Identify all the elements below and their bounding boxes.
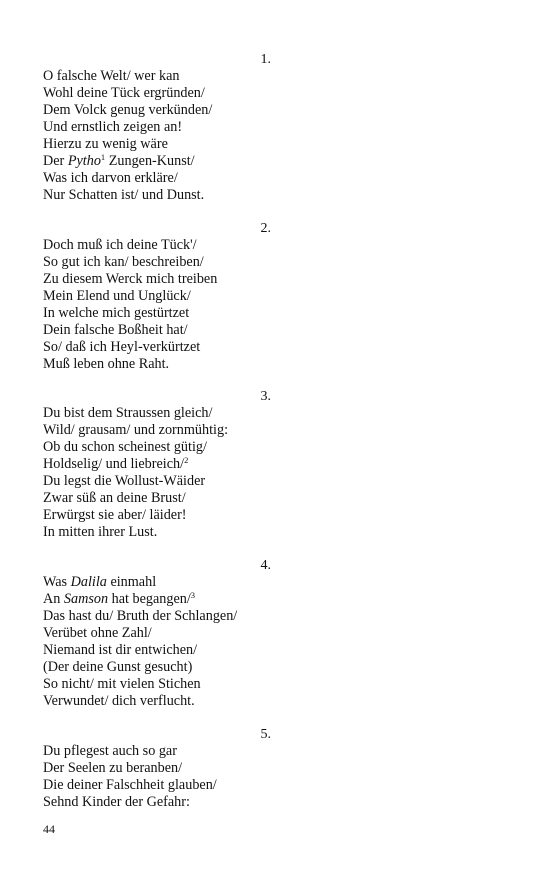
verse-line — [43, 777, 343, 794]
verse-line — [43, 271, 343, 288]
footnote-marker: 2 — [184, 454, 189, 465]
verse-text: An — [43, 590, 64, 607]
verse-line — [43, 490, 343, 507]
verse-line — [43, 237, 343, 254]
verse-text: Verwundet/ dich verflucht. — [43, 692, 195, 709]
verse-text: Du bist dem Straussen gleich/ — [43, 405, 213, 421]
verse-text: Zu diesem Werck mich treiben — [43, 270, 218, 287]
verse-line — [43, 760, 343, 777]
stanza-5 — [43, 727, 343, 811]
footnote-marker: 1 — [100, 151, 106, 162]
verse-line — [43, 102, 343, 119]
verse-text: Und ernstlich zeigen an! — [43, 118, 183, 135]
verse-text: einmahl — [106, 574, 157, 590]
verse-text: So/ daß ich Heyl-verkürtzet — [43, 338, 201, 355]
verse-line — [43, 625, 343, 642]
page-number: 44 — [43, 822, 55, 836]
italic-name: Dalila — [70, 574, 107, 590]
verse-line — [43, 85, 343, 102]
verse-text: Ob du schon scheinest gütig/ — [43, 438, 207, 455]
verse-text: Erwürgst sie aber/ läider! — [43, 506, 187, 523]
verse-line — [43, 659, 343, 676]
verse-line — [43, 693, 343, 710]
verse-text: Holdselig/ und liebreich/ — [43, 455, 185, 472]
stanza-number: 5. — [260, 727, 271, 742]
verse-text: Was ich darvon erkläre/ — [43, 169, 178, 186]
verse-line — [43, 676, 343, 693]
stanza-lines — [43, 574, 343, 710]
stanza-lines — [43, 405, 343, 541]
verse-text: Muß leben ohne Raht. — [43, 355, 170, 372]
stanza-lines — [43, 237, 343, 373]
verse-line — [43, 473, 343, 490]
stanza-lines — [43, 743, 343, 811]
footnote-marker: 3 — [190, 589, 196, 600]
verse-line — [43, 405, 343, 422]
verse-text: Du legst die Wollust-Wäider — [43, 472, 206, 489]
verse-line — [43, 524, 343, 541]
verse-line — [43, 187, 343, 204]
stanza-number: 3. — [260, 389, 271, 404]
stanza-3 — [43, 389, 343, 541]
verse-text: Zwar süß an deine Brust/ — [43, 489, 186, 506]
verse-line — [43, 591, 343, 608]
verse-text: So nicht/ mit vielen Stichen — [43, 675, 201, 692]
stanza-lines — [43, 68, 343, 204]
verse-line — [43, 254, 343, 271]
italic-name: Samson — [63, 590, 109, 607]
verse-line — [43, 339, 343, 356]
verse-line — [43, 456, 343, 473]
verse-line — [43, 574, 343, 591]
verse-text: In welche mich gestürtzet — [43, 304, 190, 321]
verse-line — [43, 68, 343, 85]
stanza-number: 2. — [260, 221, 271, 236]
verse-line — [43, 356, 343, 373]
verse-text: hat begangen/ — [108, 590, 191, 607]
verse-text: Hierzu zu wenig wäre — [43, 135, 168, 152]
stanza-number: 4. — [260, 558, 271, 573]
verse-line — [43, 322, 343, 339]
verse-line — [43, 507, 343, 524]
verse-text: Sehnd Kinder der Gefahr: — [43, 793, 190, 810]
stanza-2 — [43, 221, 343, 373]
verse-text: Du pflegest auch so gar — [43, 743, 177, 759]
verse-text: Mein Elend und Unglück/ — [43, 287, 191, 304]
verse-line — [43, 743, 343, 760]
verse-line — [43, 170, 343, 187]
verse-text: Niemand ist dir entwichen/ — [43, 641, 198, 658]
verse-text: Doch muß ich deine Tück'/ — [43, 237, 197, 253]
verse-text: Wohl deine Tück ergründen/ — [43, 84, 205, 101]
verse-text: Das hast du/ Bruth der Schlangen/ — [43, 607, 238, 624]
verse-text: Wild/ grausam/ und zornmühtig: — [43, 421, 229, 438]
stanza-number: 1. — [260, 52, 271, 67]
verse-line — [43, 642, 343, 659]
verse-text: Der — [43, 152, 68, 169]
verse-line — [43, 136, 343, 153]
verse-text: Was — [43, 574, 71, 590]
stanza-4 — [43, 558, 343, 710]
verse-text: Dein falsche Boßheit hat/ — [43, 321, 188, 338]
verse-text: Zungen-Kunst/ — [105, 152, 195, 169]
verse-line — [43, 608, 343, 625]
verse-text: O falsche Welt/ wer kan — [43, 68, 180, 84]
verse-line — [43, 119, 343, 136]
verse-line — [43, 439, 343, 456]
verse-text: In mitten ihrer Lust. — [43, 523, 158, 540]
verse-text: Die deiner Falschheit glauben/ — [43, 776, 217, 793]
verse-text: Der Seelen zu beranben/ — [43, 759, 183, 776]
verse-line — [43, 288, 343, 305]
stanza-1 — [43, 52, 343, 204]
verse-text: Dem Volck genug verkünden/ — [43, 101, 213, 118]
verse-line — [43, 305, 343, 322]
verse-line — [43, 153, 343, 170]
italic-name: Pytho — [67, 152, 101, 169]
verse-text: So gut ich kan/ beschreiben/ — [43, 253, 204, 270]
verse-text: Verübet ohne Zahl/ — [43, 624, 152, 641]
verse-text: (Der deine Gunst gesucht) — [43, 658, 193, 675]
verse-line — [43, 422, 343, 439]
verse-line — [43, 794, 343, 811]
verse-text: Nur Schatten ist/ und Dunst. — [43, 186, 205, 203]
